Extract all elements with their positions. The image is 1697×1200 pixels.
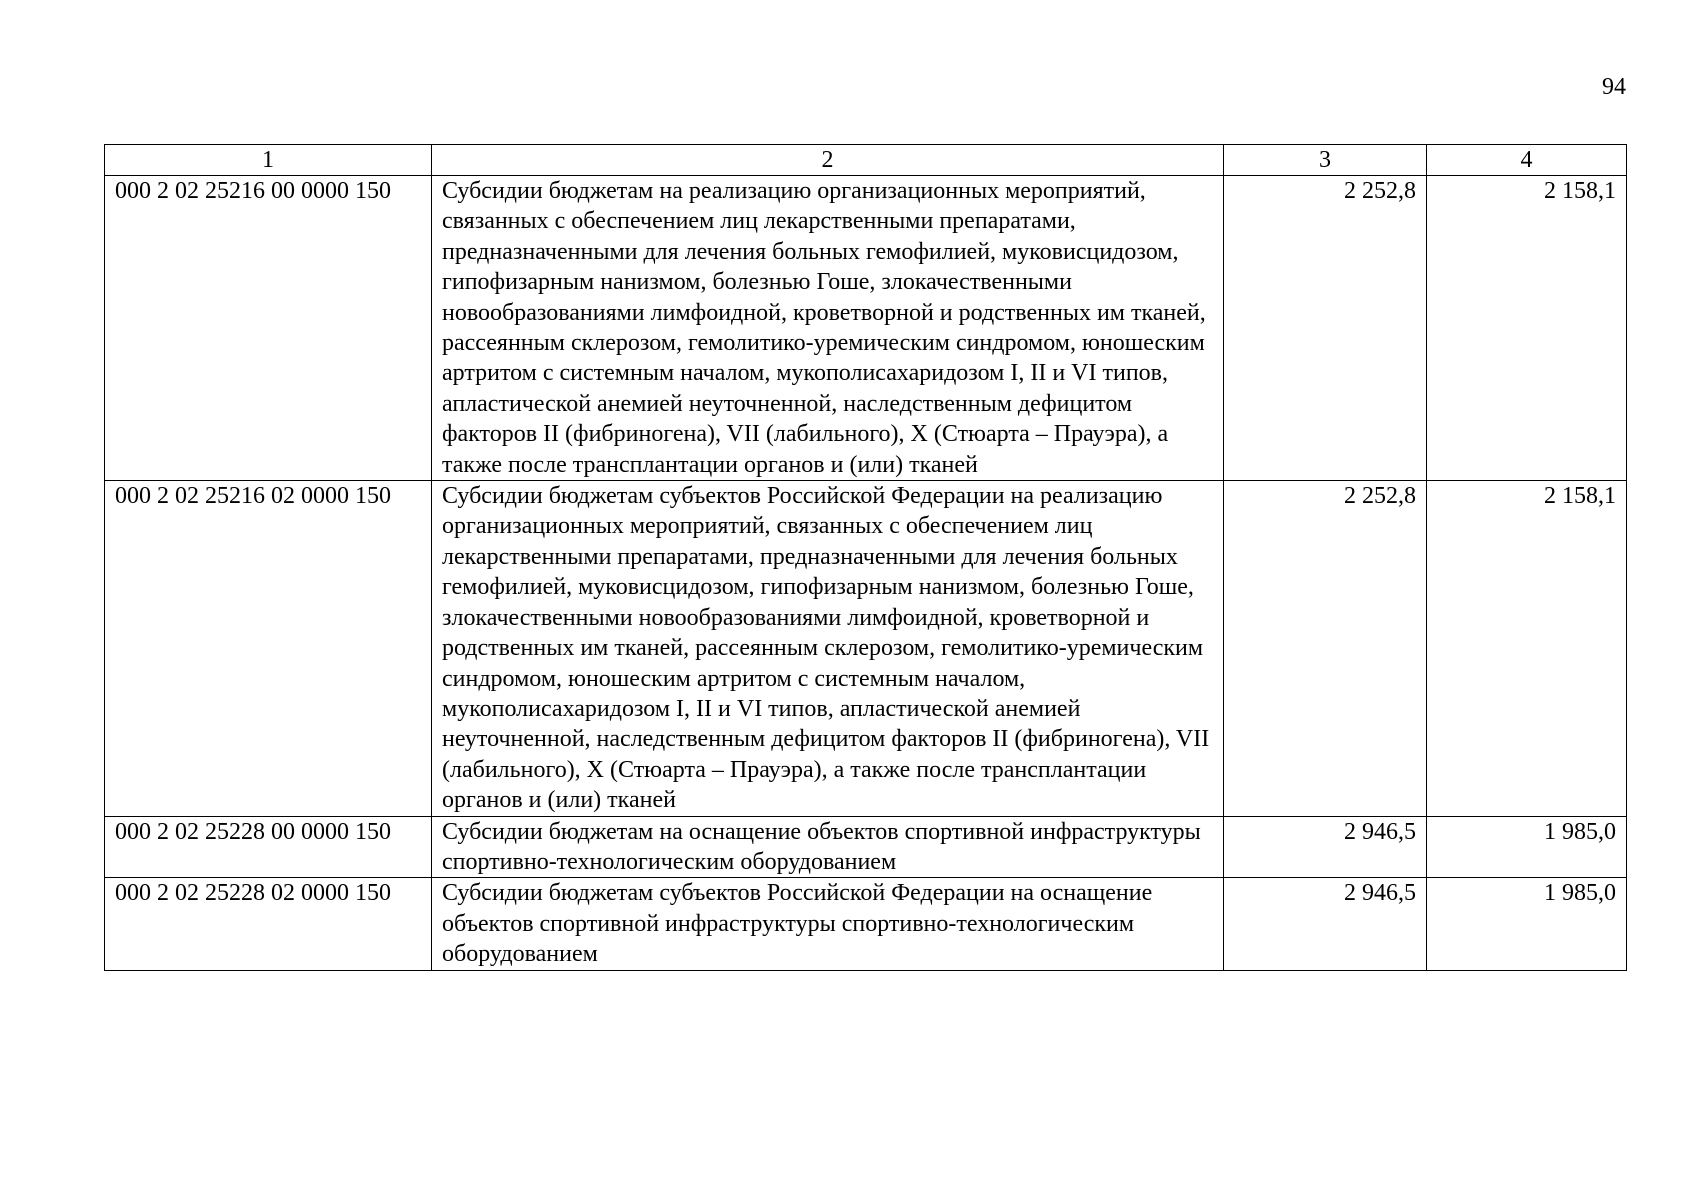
value-col4-cell: 1 985,0 — [1427, 816, 1627, 878]
column-header-2: 2 — [432, 145, 1224, 176]
budget-table — [104, 144, 1627, 971]
value-col4-cell: 2 158,1 — [1427, 481, 1627, 816]
description-cell: Субсидии бюджетам субъектов Российской Федерации на оснащение объектов спортивной инфраструктуры спортивно-технологическим оборудованием — [432, 878, 1224, 970]
value-col4-cell: 2 158,1 — [1427, 176, 1627, 481]
description-cell: Субсидии бюджетам на оснащение объектов спортивной инфраструктуры спортивно-технологическим оборудованием — [432, 816, 1224, 878]
description-cell: Субсидии бюджетам на реализацию организационных мероприятий, связанных с обеспечением лиц лекарственными препаратами, предназначенными для лечения больных гемофилией, муковисцидозом, гипофизарным нанизмом, болезнью Гоше, злокачественными новообразованиями лимфоидной, кроветворной и родственных им тканей, рассеянным склерозом, гемолитико-уремическим синдромом, юношеским артритом с системным началом, мукополисахаридозом I, II и VI типов, апластической анемией неуточненной, наследственным дефицитом факторов II (фибриногена), VII (лабильного), X (Стюарта – Прауэра), а также после трансплантации органов и (или) тканей — [432, 176, 1224, 481]
column-header-1: 1 — [105, 145, 432, 176]
description-cell: Субсидии бюджетам субъектов Российской Федерации на реализацию организационных мероприятий, связанных с обеспечением лиц лекарственными препаратами, предназначенными для лечения больных гемофилией, муковисцидозом, гипофизарным нанизмом, болезнью Гоше, злокачественными новообразованиями лимфоидной, кроветворной и родственных им тканей, рассеянным склерозом, гемолитико-уремическим синдромом, юношеским артритом с системным началом, мукополисахаридозом I, II и VI типов, апластической анемией неуточненной, наследственным дефицитом факторов II (фибриногена), VII (лабильного), X (Стюарта – Прауэра), а также после трансплантации органов и (или) тканей — [432, 481, 1224, 816]
value-col4-cell: 1 985,0 — [1427, 878, 1627, 970]
budget-code-cell: 000 2 02 25216 02 0000 150 — [105, 481, 432, 816]
column-header-4: 4 — [1427, 145, 1627, 176]
budget-code-cell: 000 2 02 25216 00 0000 150 — [105, 176, 432, 481]
value-col3-cell: 2 252,8 — [1224, 176, 1427, 481]
table-row — [105, 878, 1627, 970]
budget-code-cell: 000 2 02 25228 02 0000 150 — [105, 878, 432, 970]
value-col3-cell: 2 252,8 — [1224, 481, 1427, 816]
value-col3-cell: 2 946,5 — [1224, 878, 1427, 970]
column-header-3: 3 — [1224, 145, 1427, 176]
value-col3-cell: 2 946,5 — [1224, 816, 1427, 878]
table-row — [105, 481, 1627, 816]
page-number: 94 — [1602, 74, 1626, 100]
budget-code-cell: 000 2 02 25228 00 0000 150 — [105, 816, 432, 878]
table-row — [105, 176, 1627, 481]
table-header-row — [105, 145, 1627, 176]
table-row — [105, 816, 1627, 878]
